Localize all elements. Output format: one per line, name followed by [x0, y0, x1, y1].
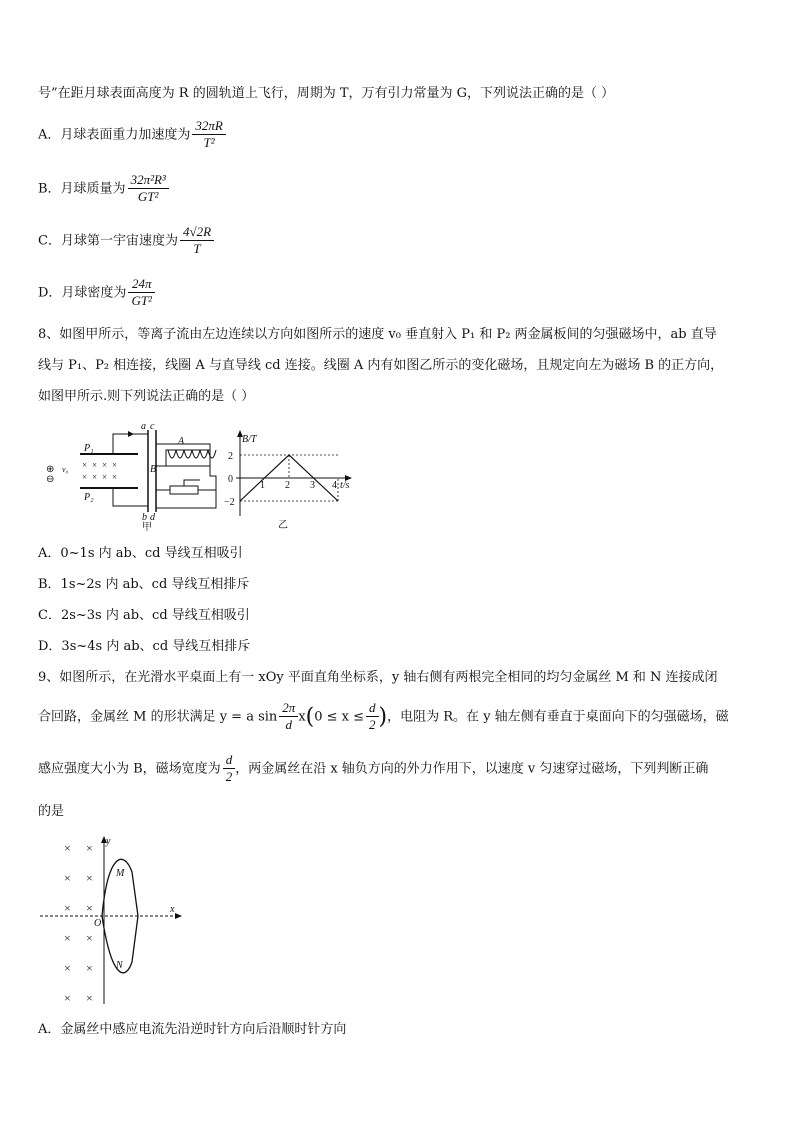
q8-figure-jia: [38, 420, 238, 532]
x-tick: 2: [285, 480, 290, 491]
label-A: A: [178, 436, 185, 447]
svg-text:×: ×: [82, 460, 88, 470]
svg-text:×: ×: [86, 931, 93, 945]
label-P2: P₂: [84, 492, 94, 503]
label-a: a: [141, 421, 146, 432]
q9-stem-line4: 的是: [38, 804, 65, 819]
q8-option-b: B．1s~2s 内 ab、cd 导线互相排斥: [38, 577, 250, 592]
svg-text:×: ×: [86, 901, 93, 915]
q9-stem-line3: 感应强度大小为 B，磁场宽度为 $\frac{d}{2}$ ，两金属丝在沿 x 轴负方向的外力作用下，以速度 v 匀速穿过磁场，下列判断正确: [38, 752, 709, 785]
q9-figure: [36, 832, 186, 1008]
plus-ion-icon: ⊕: [46, 464, 55, 475]
svg-text:×: ×: [64, 841, 71, 855]
fraction: $\frac{32\pi R}{\text{T²}}$: [192, 118, 225, 152]
q7-option-b: B．月球质量为 $\frac{\text{32π²R³}}{\text{GT²}}$: [38, 172, 169, 206]
svg-text:×: ×: [102, 460, 108, 470]
q7-stem: 号”在距月球表面高度为 R 的圆轨道上飞行，周期为 T，万有引力常量为 G，下列说法正确的是（ ）: [38, 86, 615, 101]
fraction: $\frac{\text{32π²R³}}{\text{GT²}}$: [128, 172, 169, 206]
label-yi: 乙: [278, 520, 288, 531]
y-tick: 0: [228, 474, 233, 485]
label-v0: v₀: [62, 465, 69, 474]
svg-text:×: ×: [92, 460, 98, 470]
label-P1: P₁: [84, 443, 94, 454]
fraction: $\frac{4√2R}{T}$: [180, 224, 214, 258]
q9-stem-line1: 9、如图所示，在光滑水平桌面上有一 xOy 平面直角坐标系，y 轴右侧有两根完全相同的均匀金属丝 M 和 N 连接成闭: [38, 670, 718, 685]
svg-text:×: ×: [86, 991, 93, 1005]
y-tick: −2: [224, 497, 235, 508]
minus-ion-icon: ⊖: [46, 474, 55, 485]
label-M: M: [116, 868, 125, 879]
q7-option-c: C．月球第一宇宙速度为 $\frac{4√2R}{T}$: [38, 224, 214, 258]
svg-text:×: ×: [112, 472, 118, 482]
label-d: d: [150, 512, 155, 523]
svg-text:×: ×: [64, 961, 71, 975]
svg-text:×: ×: [102, 472, 108, 482]
fraction: $\frac{24\pi}{\text{GT²}}$: [128, 276, 155, 310]
svg-text:×: ×: [92, 472, 98, 482]
y-axis-label: y: [106, 836, 111, 847]
svg-text:×: ×: [64, 991, 71, 1005]
x-tick: 3: [310, 480, 315, 491]
x-axis-label: t/s: [340, 480, 350, 491]
svg-text:×: ×: [86, 871, 93, 885]
magnetic-field-crosses: [82, 460, 117, 482]
svg-text:×: ×: [86, 961, 93, 975]
q9-stem-line2: 合回路，金属丝 M 的形状满足 y = a sin $\frac{2\pi}{d}$ x(0 ≤ x ≤ $\frac{d}{2}$ )，电阻为 R。在 y 轴左侧有垂直于桌面向下的匀强磁场，磁: [38, 700, 729, 733]
label-N: N: [116, 960, 123, 971]
y-axis-label: B/T: [242, 434, 257, 445]
svg-text:×: ×: [86, 841, 93, 855]
q8-option-a: A．0~1s 内 ab、cd 导线互相吸引: [38, 546, 243, 561]
q8-figure-yi: [222, 428, 362, 532]
q8-option-d: D．3s~4s 内 ab、cd 导线互相排斥: [38, 639, 251, 654]
label-jia: 甲: [142, 522, 152, 532]
x-tick: 4: [332, 480, 337, 491]
svg-text:×: ×: [112, 460, 118, 470]
label-c: c: [150, 421, 155, 432]
svg-text:×: ×: [64, 901, 71, 915]
q7-option-a: A．月球表面重力加速度为 $\frac{32\pi R}{\text{T²}}$: [38, 118, 226, 152]
q8-option-c: C．2s~3s 内 ab、cd 导线互相吸引: [38, 608, 250, 623]
q7-option-d: D．月球密度为 $\frac{24\pi}{\text{GT²}}$: [38, 276, 155, 310]
svg-text:×: ×: [64, 931, 71, 945]
q8-stem-line1: 8、如图甲所示，等离子流由左边连续以方向如图所示的速度 v₀ 垂直射入 P₁ 和 P₂ 两金属板间的匀强磁场中，ab 直导: [38, 327, 717, 342]
svg-text:×: ×: [64, 871, 71, 885]
label-b: b: [142, 512, 147, 523]
y-tick: 2: [228, 451, 233, 462]
origin-label: O: [94, 918, 102, 929]
label-B: B: [150, 464, 157, 475]
x-axis-label: x: [170, 904, 175, 915]
svg-text:×: ×: [82, 472, 88, 482]
q9-option-a: A．金属丝中感应电流先沿逆时针方向后沿顺时针方向: [38, 1022, 347, 1037]
q8-stem-line2: 线与 P₁、P₂ 相连接，线圈 A 与直导线 cd 连接。线圈 A 内有如图乙所示的变化磁场，且规定向左为磁场 B 的正方向，: [38, 358, 724, 373]
q8-stem-line3: 如图甲所示.则下列说法正确的是（ ）: [38, 389, 255, 404]
x-tick: 1: [260, 480, 265, 491]
magnetic-field-crosses: [64, 841, 93, 1005]
